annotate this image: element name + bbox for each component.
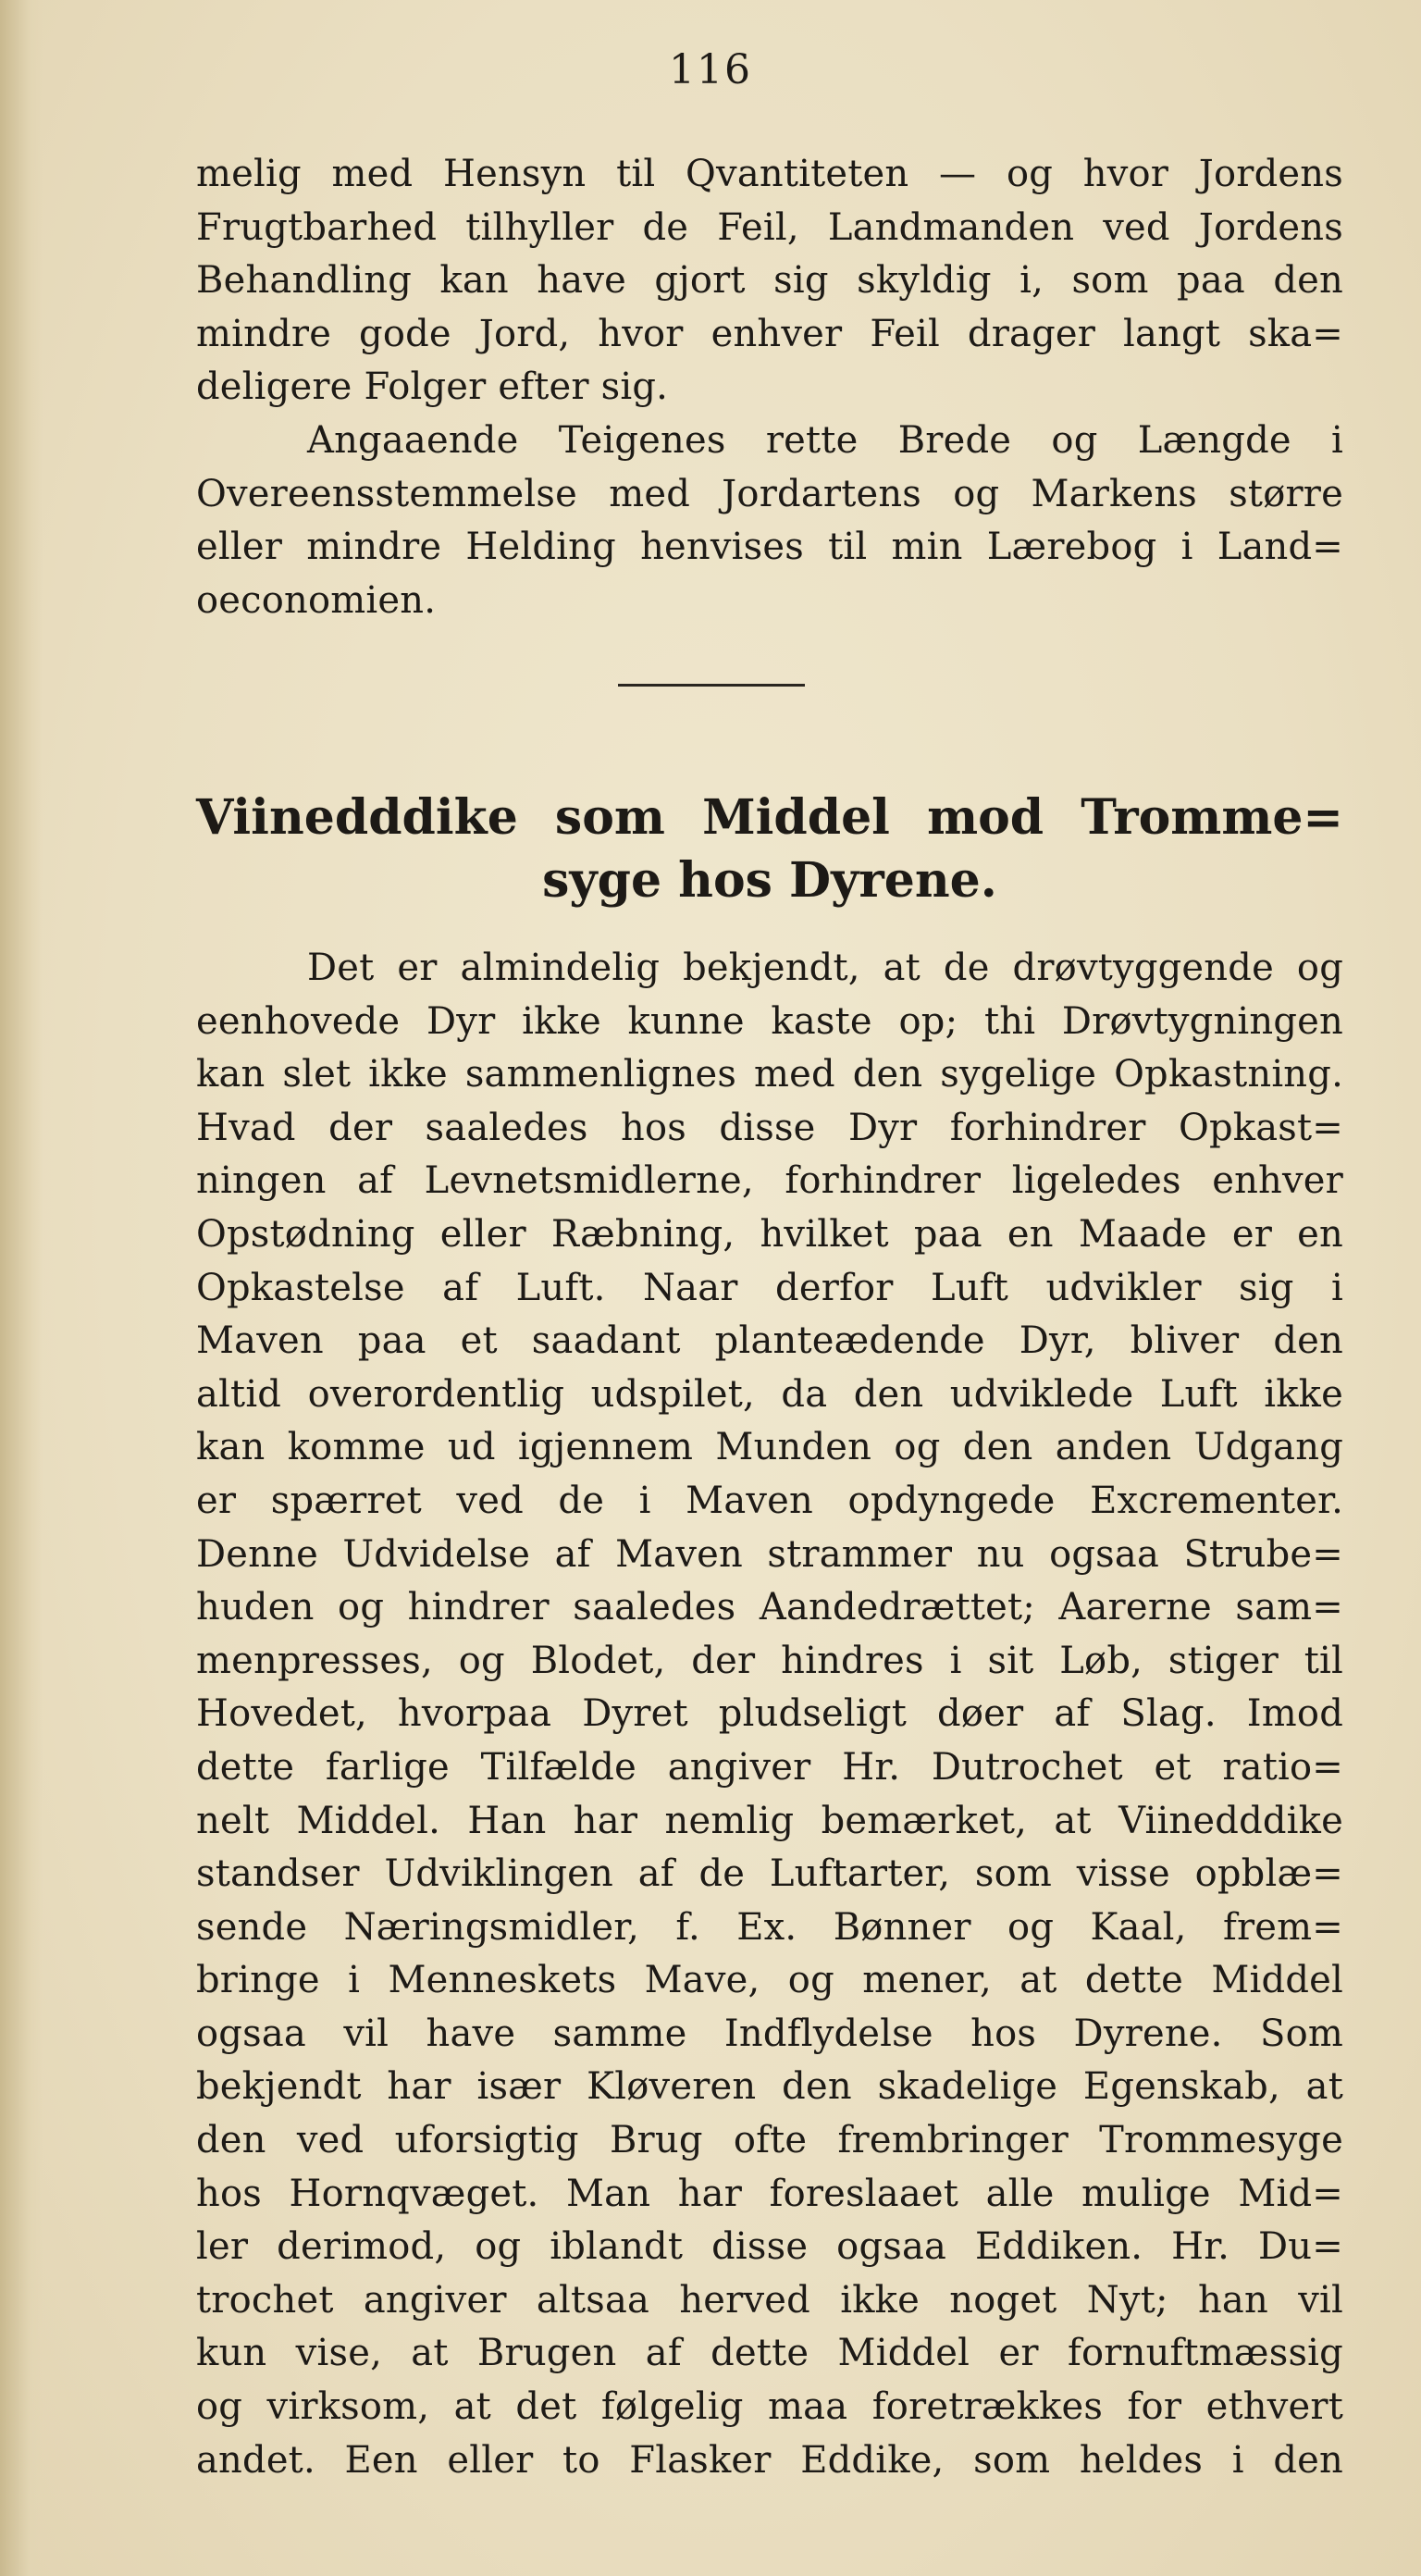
text-line: Angaaende Teigenes rette Brede og Længde i bbox=[307, 419, 1343, 462]
section-heading bbox=[196, 786, 1343, 912]
text-line: kan komme ud igjennem Munden og den anden Udgang bbox=[196, 1426, 1343, 1469]
text-line: ogsaa vil have samme Indflydelse hos Dyrene. Som bbox=[196, 2012, 1343, 2055]
text-line: Behandling kan have gjort sig skyldig i, som paa den bbox=[196, 259, 1343, 303]
text-line: melig med Hensyn til Qvantiteten — og hvor Jordens bbox=[196, 153, 1343, 195]
text-line: huden og hindrer saaledes Aandedrættet; Aarerne sam= bbox=[196, 1586, 1343, 1629]
text-line: Hvad der saaledes hos disse Dyr forhindrer Opkast= bbox=[196, 1106, 1343, 1149]
text-line: Opkastelse af Luft. Naar derfor Luft udvikler sig i bbox=[196, 1266, 1343, 1309]
page-number: 116 bbox=[669, 46, 752, 93]
text-line: Overeensstemmelse med Jordartens og Markens større bbox=[196, 472, 1343, 515]
text-line: kun vise, at Brugen af dette Middel er fornuftmæssig bbox=[196, 2332, 1343, 2375]
text-line: oeconomien. bbox=[196, 578, 437, 622]
heading-line: syge hos Dyrene. bbox=[542, 852, 997, 909]
section-divider bbox=[618, 684, 805, 687]
text-line: Opstødning eller Ræbning, hvilket paa en Maade er en bbox=[196, 1212, 1343, 1256]
text-line: Det er almindelig bekjendt, at de drøvtyggende og bbox=[307, 947, 1343, 989]
text-line: Maven paa et saadant planteædende Dyr, bliver den bbox=[196, 1319, 1343, 1363]
text-line: nelt Middel. Han har nemlig bemærket, at Viinedddike bbox=[196, 1799, 1343, 1842]
text-line: dette farlige Tilfælde angiver Hr. Dutrochet et ratio= bbox=[196, 1745, 1343, 1789]
text-line: og virksom, at det følgelig maa foretrækkes for ethvert bbox=[196, 2385, 1343, 2429]
text-line: Hovedet, hvorpaa Dyret pludseligt døer af Slag. Imod bbox=[196, 1692, 1343, 1736]
paragraph-field-width bbox=[196, 415, 1343, 627]
text-line: kan slet ikke sammenlignes med den sygelige Opkastning. bbox=[196, 1053, 1343, 1096]
text-line: sende Næringsmidler, f. Ex. Bønner og Kaal, frem= bbox=[196, 1905, 1343, 1949]
text-line: altid overordentlig udspilet, da den udviklede Luft ikke bbox=[196, 1372, 1343, 1416]
text-line: trochet angiver altsaa herved ikke noget Nyt; han vil bbox=[196, 2278, 1343, 2322]
text-line: bringe i Menneskets Mave, og mener, at dette Middel bbox=[196, 1959, 1343, 2002]
text-line: Frugtbarhed tilhyller de Feil, Landmanden ved Jordens bbox=[196, 205, 1343, 249]
text-line: ler derimod, og iblandt disse ogsaa Eddiken. Hr. Du= bbox=[196, 2225, 1343, 2269]
text-line: eenhovede Dyr ikke kunne kaste op; thi Drøvtygningen bbox=[196, 999, 1343, 1043]
text-line: hos Hornqvæget. Man har foreslaaet alle mulige Mid= bbox=[196, 2172, 1343, 2215]
text-line: den ved uforsigtig Brug ofte frembringer Trommesyge bbox=[196, 2119, 1343, 2162]
text-line: menpresses, og Blodet, der hindres i sit Løb, stiger til bbox=[196, 1639, 1343, 1682]
text-line: andet. Een eller to Flasker Eddike, som heldes i den bbox=[196, 2438, 1343, 2482]
text-line: Denne Udvidelse af Maven strammer nu ogsaa Strube= bbox=[196, 1532, 1343, 1576]
text-line: ningen af Levnetsmidlerne, forhindrer ligeledes enhver bbox=[196, 1159, 1343, 1203]
text-line: deligere Folger efter sig. bbox=[196, 365, 669, 409]
text-line: er spærret ved de i Maven opdyngede Excrementer. bbox=[196, 1479, 1343, 1522]
text-line: mindre gode Jord, hvor enhver Feil drager langt ska= bbox=[196, 312, 1343, 355]
paragraph-continuation bbox=[196, 148, 1343, 415]
text-line: eller mindre Helding henvises til min Lærebog i Land= bbox=[196, 526, 1343, 569]
text-line: bekjendt har især Kløveren den skadelige Egenskab, at bbox=[196, 2065, 1343, 2109]
paragraph-vinegar-remedy bbox=[196, 942, 1343, 2487]
page-edge-shadow bbox=[0, 0, 43, 2576]
text-line: standser Udviklingen af de Luftarter, som visse opblæ= bbox=[196, 1852, 1343, 1896]
heading-line: Viinedddike som Middel mod Tromme= bbox=[196, 789, 1343, 846]
